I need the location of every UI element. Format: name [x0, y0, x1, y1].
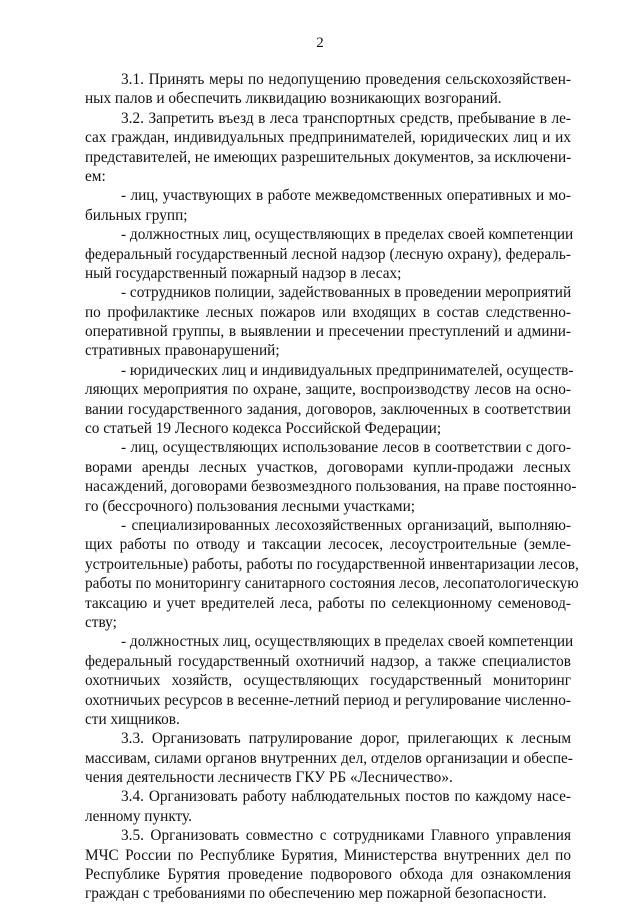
text-line: 3.3. Организовать патрулирование дорог, прилегающих к лесным	[121, 730, 571, 748]
text-line: представителей, не имеющих разрешительных документов, за исключени-	[85, 148, 572, 166]
text-line: го (бессрочного) пользования лесными участками;	[85, 497, 416, 515]
text-line: бильных групп;	[85, 206, 188, 224]
text-line: 3.2. Запретить въезд в леса транспортных средств, пребывание в ле-	[121, 109, 571, 127]
text-line: 3.1. Принять меры по недопущению проведения сельскохозяйствен-	[121, 71, 571, 88]
text-line: по профилактике лесных пожаров или входящих в состав следственно-	[85, 303, 571, 321]
paragraph	[85, 826, 571, 904]
text-line: ных палов и обеспечить ликвидацию возникающих возгораний.	[85, 90, 502, 108]
text-line: массивам, силами органов внутренних дел, отделов организации и обеспе-	[85, 749, 573, 767]
text-line: - сотрудников полиции, задействованных в проведении мероприятий	[121, 284, 572, 302]
paragraph	[85, 225, 574, 283]
text-line: - специализированных лесохозяйственных организаций, выполняю-	[121, 516, 571, 534]
text-line: сах граждан, индивидуальных предпринимателей, юридических лиц и их	[85, 129, 571, 147]
text-line: федеральный государственный охотничий надзор, а также специалистов	[85, 652, 571, 670]
text-line: ству;	[85, 613, 117, 631]
text-line: 3.4. Организовать работу наблюдательных постов по каждому насе-	[121, 788, 571, 806]
text-line: охотничьих хозяйств, осуществляющих государственный мониторинг	[85, 672, 571, 690]
text-line: федеральный государственный лесной надзор (лесную охрану), федераль-	[85, 245, 571, 263]
paragraph	[85, 109, 571, 187]
text-line: граждан с требованиями по обеспечению мер пожарной безопасности.	[85, 885, 547, 903]
text-line: - должностных лиц, осуществляющих в пределах своей компетенции	[121, 226, 574, 244]
paragraph	[85, 787, 571, 826]
text-line: - должностных лиц, осуществляющих в пределах своей компетенции	[121, 633, 574, 651]
text-line: ворами аренды лесных участков, договорами купли-продажи лесных	[85, 458, 571, 476]
text-line: - лиц, осуществляющих использование лесов в соответствии с дого-	[121, 439, 571, 457]
text-line: ленному пункту.	[85, 807, 192, 825]
text-line: охотничьих ресурсов в весенне-летний период и регулирование численно-	[85, 691, 571, 709]
text-line: таксацию и учет вредителей леса, работы по селекционному семеновод-	[85, 594, 571, 612]
paragraph	[85, 438, 577, 516]
text-line: - юридических лиц и индивидуальных предпринимателей, осуществ-	[121, 361, 574, 379]
text-line: 3.5. Организовать совместно с сотрудниками Главного управления	[121, 827, 571, 845]
paragraph	[85, 283, 571, 361]
text-line: сти хищников.	[85, 710, 180, 728]
paragraph	[85, 361, 574, 439]
document-body	[85, 70, 579, 904]
text-line: ный государственный пожарный надзор в лесах;	[85, 264, 402, 282]
text-line: ем:	[85, 167, 106, 185]
paragraph	[85, 186, 571, 225]
paragraph	[85, 729, 571, 787]
page-number: 2	[316, 35, 324, 51]
text-line: МЧС России по Республике Бурятия, Министерства внутренних дел по	[85, 846, 571, 864]
text-line: стративных правонарушений;	[85, 342, 280, 360]
text-line: работы по мониторингу санитарного состояния лесов, лесопатологическую	[85, 575, 579, 593]
text-line: ляющих мероприятия по охране, защите, воспроизводству лесов на осно-	[85, 381, 571, 399]
text-line: со статьей 19 Лесного кодекса Российской Федерации;	[85, 420, 442, 438]
text-line: насаждений, договорами безвозмездного пользования, на праве постоянно-	[85, 478, 577, 496]
text-line: оперативной группы, в выявлении и пресечении преступлений и админи-	[85, 323, 571, 341]
text-line: щих работы по отводу и таксации лесосек, лесоустроительные (земле-	[85, 536, 571, 554]
text-line: вании государственного задания, договоров, заключенных в соответствии	[85, 400, 571, 418]
text-line: устроительные) работы, работы по государственной инвентаризации лесов,	[85, 555, 579, 573]
paragraph	[85, 70, 571, 109]
text-line: чения деятельности лесничеств ГКУ РБ «Лесничество».	[85, 769, 453, 787]
paragraph	[85, 516, 579, 632]
text-line: Республике Бурятия проведение подворового обхода для ознакомления	[85, 866, 571, 884]
paragraph	[85, 632, 574, 729]
text-line: - лиц, участвующих в работе межведомственных оперативных и мо-	[121, 187, 571, 205]
